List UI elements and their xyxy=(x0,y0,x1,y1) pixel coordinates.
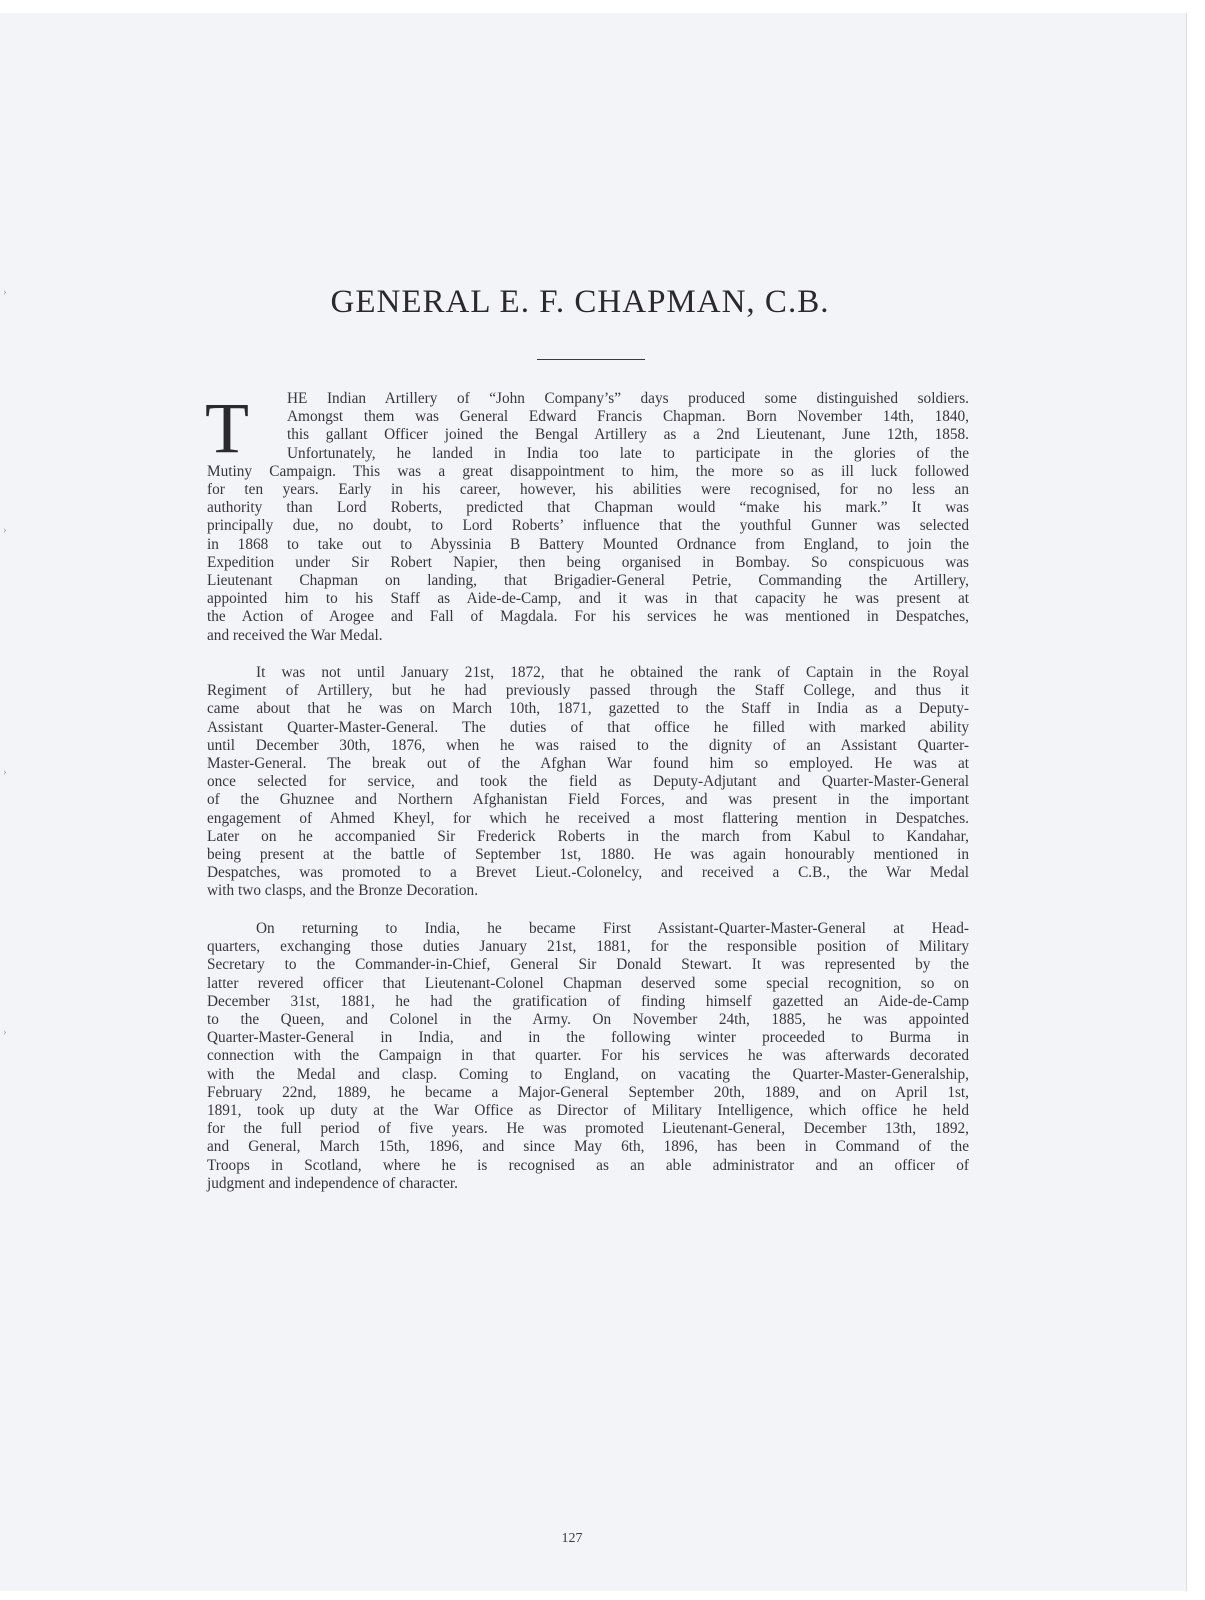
text-line: and received the War Medal. xyxy=(207,626,383,644)
text-line: Later on he accompanied Sir Frederick Roberts in the march from Kabul to Kandahar, xyxy=(207,827,969,845)
text-line: principally due, no doubt, to Lord Roberts’ influence that the youthful Gunner was selected xyxy=(207,517,969,535)
text-line: On returning to India, he became First Assistant-Quarter-Master-General at Head- xyxy=(256,920,969,937)
text-line: of the Ghuznee and Northern Afghanistan Field Forces, and was present in the important xyxy=(207,791,969,809)
text-line: with the Medal and clasp. Coming to England, on vacating the Quarter-Master-Generalship, xyxy=(207,1065,969,1083)
text-line: and General, March 15th, 1896, and since May 6th, 1896, has been in Command of the xyxy=(207,1138,969,1156)
text-line: Unfortunately, he landed in India too late to participate in the glories of the xyxy=(287,444,969,462)
text-line: the Action of Arogee and Fall of Magdala. For his services he was mentioned in Despatches, xyxy=(207,608,969,626)
text-line: authority than Lord Roberts, predicted that Chapman would “make his mark.” It was xyxy=(207,499,969,517)
text-line: Quarter-Master-General in India, and in the following winter proceeded to Burma in xyxy=(207,1029,969,1047)
margin-mark: › xyxy=(3,286,7,298)
text-line: connection with the Campaign in that quarter. For his services he was afterwards decorated xyxy=(207,1047,969,1065)
text-line: Troops in Scotland, where he is recognised as an able administrator and an officer of xyxy=(207,1156,969,1174)
text-line: with two clasps, and the Bronze Decoration. xyxy=(207,882,479,900)
text-line: Expedition under Sir Robert Napier, then being organised in Bombay. So conspicuous was xyxy=(207,553,969,571)
margin-mark: › xyxy=(3,1026,7,1038)
text-line: appointed him to his Staff as Aide-de-Camp, and it was in that capacity he was present at xyxy=(207,590,969,608)
text-line: until December 30th, 1876, when he was raised to the dignity of an Assistant Quarter- xyxy=(207,736,969,754)
paragraph-2 xyxy=(207,664,969,901)
text-line: Amongst them was General Edward Francis Chapman. Born November 14th, 1840, xyxy=(287,408,969,426)
text-line: quarters, exchanging those duties January 21st, 1881, for the responsible position of Military xyxy=(207,938,969,956)
text-line: It was not until January 21st, 1872, that he obtained the rank of Captain in the Royal xyxy=(256,664,969,681)
page-title: GENERAL E. F. CHAPMAN, C.B. xyxy=(330,284,830,320)
text-line: Regiment of Artillery, but he had previously passed through the Staff College, and thus it xyxy=(207,682,969,700)
text-line: Despatches, was promoted to a Brevet Lieut.-Colonelcy, and received a C.B., the War Medal xyxy=(207,864,969,882)
paragraph-3 xyxy=(207,920,969,1193)
text-line: judgment and independence of character. xyxy=(207,1174,459,1192)
paragraph-1 xyxy=(207,390,969,645)
text-line: for ten years. Early in his career, however, his abilities were recognised, for no less an xyxy=(207,481,969,499)
text-line: for the full period of five years. He was promoted Lieutenant-General, December 13th, 1892, xyxy=(207,1120,969,1138)
text-line: Master-General. The break out of the Afghan War found him so employed. He was at xyxy=(207,755,969,773)
text-line: Lieutenant Chapman on landing, that Brigadier-General Petrie, Commanding the Artillery, xyxy=(207,572,969,590)
text-line: HE Indian Artillery of “John Company’s” days produced some distinguished soldiers. xyxy=(287,390,969,407)
margin-mark: › xyxy=(3,766,7,778)
text-line: latter revered officer that Lieutenant-Colonel Chapman deserved some special recognition, so on xyxy=(207,974,969,992)
text-line: once selected for service, and took the field as Deputy-Adjutant and Quarter-Master-General xyxy=(207,773,969,791)
text-line: 1891, took up duty at the War Office as Director of Military Intelligence, which office he held xyxy=(207,1102,969,1120)
text-line: came about that he was on March 10th, 1871, gazetted to the Staff in India as a Deputy- xyxy=(207,700,969,718)
text-line: being present at the battle of September 1st, 1880. He was again honourably mentioned in xyxy=(207,846,969,864)
text-line: Mutiny Campaign. This was a great disappointment to him, the more so as ill luck followed xyxy=(207,462,969,480)
text-line: to the Queen, and Colonel in the Army. On November 24th, 1885, he was appointed xyxy=(207,1011,969,1029)
text-line: Assistant Quarter-Master-General. The duties of that office he filled with marked ability xyxy=(207,718,969,736)
text-line: engagement of Ahmed Kheyl, for which he received a most flattering mention in Despatches. xyxy=(207,809,969,827)
text-line: Secretary to the Commander-in-Chief, General Sir Donald Stewart. It was represented by the xyxy=(207,956,969,974)
page-number: 127 xyxy=(561,1531,583,1546)
text-line: in 1868 to take out to Abyssinia B Battery Mounted Ordnance from England, to join the xyxy=(207,535,969,553)
margin-mark: › xyxy=(3,524,7,536)
text-line: December 31st, 1881, he had the gratification of finding himself gazetted an Aide-de-Camp xyxy=(207,992,969,1010)
text-line: February 22nd, 1889, he became a Major-General September 20th, 1889, and on April 1st, xyxy=(207,1083,969,1101)
text-line: this gallant Officer joined the Bengal Artillery as a 2nd Lieutenant, June 12th, 1858. xyxy=(287,426,969,444)
drop-cap: T xyxy=(205,388,249,468)
title-rule xyxy=(537,359,645,360)
